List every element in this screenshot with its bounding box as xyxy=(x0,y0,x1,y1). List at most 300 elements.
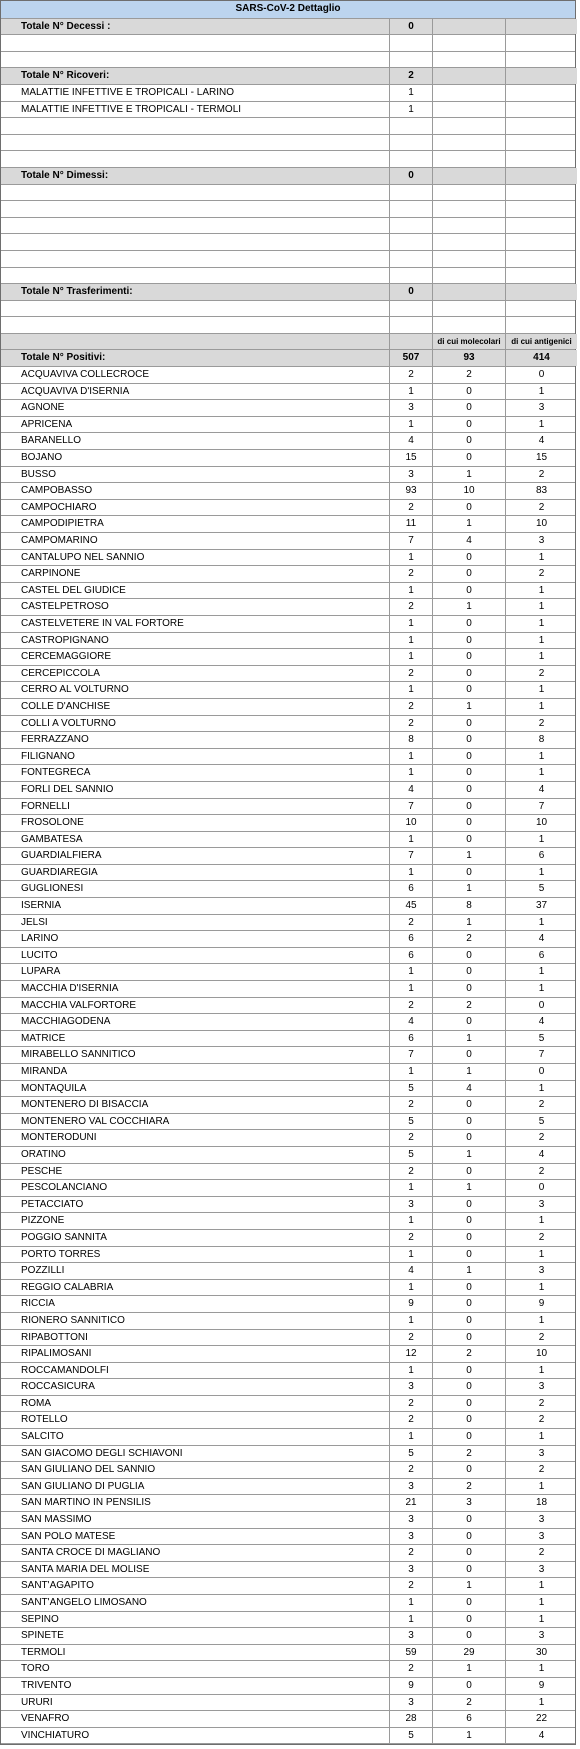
comune-molecolari: 0 xyxy=(433,1280,506,1296)
comune-antigenici: 0 xyxy=(538,1066,545,1077)
comune-name: SALCITO xyxy=(1,1429,390,1445)
comune-molecolari: 0 xyxy=(433,550,506,566)
comune-total: 3 xyxy=(390,400,433,416)
decessi-header-row xyxy=(1,19,575,36)
comune-name: TORO xyxy=(1,1661,390,1677)
comune-antigenici: 4 xyxy=(538,1729,545,1741)
comune-row xyxy=(1,1645,575,1662)
positivi-header-row xyxy=(1,350,575,367)
comune-molecolari: 0 xyxy=(433,1130,506,1146)
trasferimenti-label: Totale N° Trasferimenti: xyxy=(1,284,390,300)
comune-molecolari: 3 xyxy=(433,1495,506,1511)
comune-total: 3 xyxy=(390,1379,433,1395)
comune-antigenici: 1 xyxy=(538,983,545,995)
comune-molecolari: 0 xyxy=(433,1562,506,1578)
comune-antigenici: 3 xyxy=(538,1563,545,1575)
comune-molecolari: 0 xyxy=(433,1512,506,1528)
comune-row xyxy=(1,1396,575,1413)
empty-row xyxy=(1,268,575,285)
comune-total: 1 xyxy=(390,616,433,632)
comune-row xyxy=(1,1578,575,1595)
comune-name: GUARDIAREGIA xyxy=(1,865,390,881)
table-title: SARS-CoV-2 Dettaglio xyxy=(1,1,575,19)
comune-molecolari: 2 xyxy=(433,1695,506,1711)
comune-total: 2 xyxy=(390,1164,433,1180)
comune-row xyxy=(1,1180,575,1197)
empty-row xyxy=(1,151,575,168)
comune-row xyxy=(1,1562,575,1579)
comune-molecolari: 0 xyxy=(433,948,506,964)
comune-molecolari: 1 xyxy=(433,1031,506,1047)
comune-row xyxy=(1,815,575,832)
comune-molecolari: 0 xyxy=(433,1014,506,1030)
comune-total: 8 xyxy=(390,732,433,748)
comune-molecolari: 1 xyxy=(433,699,506,715)
comune-name: SANT'ANGELO LIMOSANO xyxy=(1,1595,390,1611)
comune-row xyxy=(1,1446,575,1463)
trasferimenti-total: 0 xyxy=(390,284,433,300)
comune-total: 3 xyxy=(390,1197,433,1213)
comune-row xyxy=(1,1130,575,1147)
comune-molecolari: 0 xyxy=(433,1678,506,1694)
comune-antigenici: 4 xyxy=(538,1148,545,1160)
comune-row xyxy=(1,1330,575,1347)
comune-name: CARPINONE xyxy=(1,566,390,582)
comune-name: BUSSO xyxy=(1,467,390,483)
comune-name: CAMPOCHIARO xyxy=(1,500,390,516)
comune-molecolari: 2 xyxy=(433,1446,506,1462)
comune-total: 1 xyxy=(390,832,433,848)
comune-name: GAMBATESA xyxy=(1,832,390,848)
comune-total: 2 xyxy=(390,1661,433,1677)
empty-row xyxy=(1,234,575,251)
comune-antigenici: 18 xyxy=(535,1497,548,1509)
comune-molecolari: 0 xyxy=(433,1296,506,1312)
comune-row xyxy=(1,682,575,699)
comune-molecolari: 0 xyxy=(433,1628,506,1644)
comune-antigenici: 2 xyxy=(538,1165,545,1177)
comune-antigenici: 10 xyxy=(535,1348,548,1360)
comune-total: 10 xyxy=(390,815,433,831)
comune-molecolari: 0 xyxy=(433,716,506,732)
empty-row xyxy=(1,185,575,202)
comune-antigenici: 2 xyxy=(538,1099,545,1111)
comune-molecolari: 0 xyxy=(433,666,506,682)
comune-row xyxy=(1,1064,575,1081)
comune-antigenici: 1 xyxy=(538,700,545,712)
comune-name: MATRICE xyxy=(1,1031,390,1047)
comune-antigenici: 2 xyxy=(538,667,545,679)
comune-molecolari: 0 xyxy=(433,832,506,848)
comune-molecolari: 0 xyxy=(433,1247,506,1263)
comune-molecolari: 1 xyxy=(433,467,506,483)
positivi-molecolari-total: 93 xyxy=(433,350,506,366)
comune-row xyxy=(1,1213,575,1230)
comune-molecolari: 0 xyxy=(433,981,506,997)
comune-antigenici: 1 xyxy=(538,1480,545,1492)
comune-total: 1 xyxy=(390,1213,433,1229)
comune-antigenici: 3 xyxy=(538,402,545,414)
comune-antigenici: 1 xyxy=(538,584,545,596)
comune-row xyxy=(1,915,575,932)
comune-name: CERRO AL VOLTURNO xyxy=(1,682,390,698)
comune-row xyxy=(1,533,575,550)
comune-antigenici: 7 xyxy=(538,1049,545,1061)
comune-antigenici: 1 xyxy=(538,966,545,978)
comune-antigenici: 2 xyxy=(538,1464,545,1476)
comune-name: ROTELLO xyxy=(1,1412,390,1428)
comune-total: 5 xyxy=(390,1114,433,1130)
comune-molecolari: 1 xyxy=(433,516,506,532)
comune-name: CANTALUPO NEL SANNIO xyxy=(1,550,390,566)
comune-name: ROCCASICURA xyxy=(1,1379,390,1395)
comune-molecolari: 0 xyxy=(433,1047,506,1063)
comune-total: 1 xyxy=(390,1595,433,1611)
dimessi-label: Totale N° Dimessi: xyxy=(1,168,390,184)
comune-total: 2 xyxy=(390,1230,433,1246)
comune-row xyxy=(1,384,575,401)
comune-row xyxy=(1,716,575,733)
comune-molecolari: 0 xyxy=(433,1462,506,1478)
comune-name: MONTENERO VAL COCCHIARA xyxy=(1,1114,390,1130)
comune-name: SAN POLO MATESE xyxy=(1,1529,390,1545)
ricovero-row xyxy=(1,85,575,102)
comune-antigenici: 5 xyxy=(538,883,545,895)
comune-row xyxy=(1,799,575,816)
comune-total: 5 xyxy=(390,1147,433,1163)
comune-total: 3 xyxy=(390,1529,433,1545)
comune-row xyxy=(1,1081,575,1098)
comune-molecolari: 1 xyxy=(433,881,506,897)
comune-molecolari: 0 xyxy=(433,1213,506,1229)
comune-row xyxy=(1,516,575,533)
comune-row xyxy=(1,550,575,567)
comune-name: FONTEGRECA xyxy=(1,765,390,781)
comune-antigenici: 30 xyxy=(535,1646,548,1658)
comune-antigenici: 2 xyxy=(538,1414,545,1426)
comune-molecolari: 1 xyxy=(433,848,506,864)
comune-total: 3 xyxy=(390,1562,433,1578)
comune-antigenici: 1 xyxy=(538,916,545,928)
comune-row xyxy=(1,467,575,484)
comune-total: 2 xyxy=(390,599,433,615)
comune-name: ACQUAVIVA D'ISERNIA xyxy=(1,384,390,400)
comune-total: 1 xyxy=(390,1363,433,1379)
comune-row xyxy=(1,666,575,683)
comune-antigenici: 10 xyxy=(535,518,548,530)
comune-total: 2 xyxy=(390,1097,433,1113)
comune-antigenici: 2 xyxy=(538,1397,545,1409)
comune-total: 15 xyxy=(390,450,433,466)
comune-row xyxy=(1,1545,575,1562)
comune-row xyxy=(1,1429,575,1446)
comune-molecolari: 0 xyxy=(433,1412,506,1428)
comune-row xyxy=(1,1711,575,1728)
comune-row xyxy=(1,566,575,583)
comune-total: 4 xyxy=(390,1014,433,1030)
comune-row xyxy=(1,749,575,766)
comune-antigenici: 1 xyxy=(538,1364,545,1376)
comune-molecolari: 0 xyxy=(433,1363,506,1379)
comune-row xyxy=(1,848,575,865)
comune-total: 2 xyxy=(390,915,433,931)
comune-row xyxy=(1,450,575,467)
comune-name: LUCITO xyxy=(1,948,390,964)
comune-molecolari: 1 xyxy=(433,1578,506,1594)
comune-name: PETACCIATO xyxy=(1,1197,390,1213)
comune-antigenici: 2 xyxy=(538,501,545,513)
comune-row xyxy=(1,998,575,1015)
comune-row xyxy=(1,699,575,716)
comune-antigenici: 1 xyxy=(538,1580,545,1592)
comune-antigenici: 4 xyxy=(538,435,545,447)
comune-total: 1 xyxy=(390,1280,433,1296)
comune-molecolari: 2 xyxy=(433,1346,506,1362)
comune-antigenici: 3 xyxy=(538,535,545,546)
comune-name: SAN MARTINO IN PENSILIS xyxy=(1,1495,390,1511)
comune-total: 1 xyxy=(390,865,433,881)
comune-name: PORTO TORRES xyxy=(1,1247,390,1263)
comune-total: 93 xyxy=(390,483,433,499)
comune-row xyxy=(1,1595,575,1612)
comune-total: 4 xyxy=(390,782,433,798)
comune-row xyxy=(1,981,575,998)
comune-antigenici: 3 xyxy=(538,1530,545,1542)
empty-row xyxy=(1,317,575,334)
comune-name: REGGIO CALABRIA xyxy=(1,1280,390,1296)
comune-row xyxy=(1,948,575,965)
comune-molecolari: 1 xyxy=(433,1728,506,1744)
comune-row xyxy=(1,1313,575,1330)
comune-row xyxy=(1,1247,575,1264)
comune-molecolari: 0 xyxy=(433,1379,506,1395)
comune-name: COLLI A VOLTURNO xyxy=(1,716,390,732)
comune-antigenici: 9 xyxy=(538,1679,545,1691)
comune-antigenici: 1 xyxy=(538,1215,545,1227)
comune-molecolari: 2 xyxy=(433,931,506,947)
comune-total: 2 xyxy=(390,500,433,516)
comune-antigenici: 2 xyxy=(538,1331,545,1343)
comune-molecolari: 1 xyxy=(433,1263,506,1279)
empty-row xyxy=(1,35,575,52)
comune-molecolari: 0 xyxy=(433,964,506,980)
comune-total: 1 xyxy=(390,682,433,698)
positivi-subheader-row xyxy=(1,334,575,351)
comune-molecolari: 0 xyxy=(433,1396,506,1412)
comune-total: 3 xyxy=(390,467,433,483)
comune-name: CASTELVETERE IN VAL FORTORE xyxy=(1,616,390,632)
decessi-total: 0 xyxy=(390,19,433,35)
comune-antigenici: 4 xyxy=(538,783,545,795)
col-antigenici-header: di cui antigenici xyxy=(506,334,577,350)
comune-name: SEPINO xyxy=(1,1612,390,1628)
comune-row xyxy=(1,898,575,915)
comune-name: CERCEPICCOLA xyxy=(1,666,390,682)
comune-name: ACQUAVIVA COLLECROCE xyxy=(1,367,390,383)
comune-antigenici: 1 xyxy=(538,1597,545,1608)
comune-row xyxy=(1,1512,575,1529)
comune-antigenici: 2 xyxy=(538,1231,545,1243)
comune-molecolari: 0 xyxy=(433,865,506,881)
empty-row xyxy=(1,251,575,268)
comune-total: 3 xyxy=(390,1479,433,1495)
comune-row xyxy=(1,1346,575,1363)
comune-name: CAMPOMARINO xyxy=(1,533,390,549)
comune-row xyxy=(1,1661,575,1678)
comune-antigenici: 4 xyxy=(538,933,545,945)
comune-row xyxy=(1,732,575,749)
comune-total: 1 xyxy=(390,649,433,665)
comune-molecolari: 0 xyxy=(433,1429,506,1445)
comune-antigenici: 3 xyxy=(538,1381,545,1393)
comune-row xyxy=(1,500,575,517)
dimessi-header-row xyxy=(1,168,575,185)
comune-name: COLLE D'ANCHISE xyxy=(1,699,390,715)
comune-total: 5 xyxy=(390,1446,433,1462)
comune-molecolari: 1 xyxy=(433,1661,506,1677)
comune-total: 1 xyxy=(390,749,433,765)
comune-name: RIONERO SANNITICO xyxy=(1,1313,390,1329)
comune-antigenici: 5 xyxy=(538,1115,545,1127)
comune-molecolari: 0 xyxy=(433,566,506,582)
comune-name: RIPALIMOSANI xyxy=(1,1346,390,1362)
comune-molecolari: 0 xyxy=(433,1197,506,1213)
comune-molecolari: 0 xyxy=(433,732,506,748)
comune-molecolari: 6 xyxy=(433,1711,506,1727)
comune-total: 1 xyxy=(390,981,433,997)
comune-total: 2 xyxy=(390,1412,433,1428)
comune-row xyxy=(1,1728,575,1745)
comune-total: 1 xyxy=(390,765,433,781)
comune-total: 2 xyxy=(390,1330,433,1346)
comune-total: 1 xyxy=(390,1064,433,1080)
comune-molecolari: 0 xyxy=(433,616,506,632)
comune-molecolari: 8 xyxy=(433,898,506,914)
comune-row xyxy=(1,931,575,948)
comune-molecolari: 1 xyxy=(433,1064,506,1080)
comune-total: 2 xyxy=(390,1396,433,1412)
comune-molecolari: 0 xyxy=(433,765,506,781)
comune-total: 6 xyxy=(390,948,433,964)
empty-row xyxy=(1,301,575,318)
ricovero-name: MALATTIE INFETTIVE E TROPICALI - LARINO xyxy=(1,85,390,101)
comune-molecolari: 1 xyxy=(433,599,506,615)
comune-total: 2 xyxy=(390,699,433,715)
ricoveri-label: Totale N° Ricoveri: xyxy=(1,68,390,84)
comune-total: 28 xyxy=(390,1711,433,1727)
ricoveri-total: 2 xyxy=(390,68,433,84)
comune-antigenici: 1 xyxy=(538,866,545,878)
comune-molecolari: 1 xyxy=(433,1147,506,1163)
comune-antigenici: 37 xyxy=(535,900,548,912)
comune-molecolari: 0 xyxy=(433,433,506,449)
comune-molecolari: 10 xyxy=(433,483,506,499)
comune-molecolari: 0 xyxy=(433,682,506,698)
comune-name: POGGIO SANNITA xyxy=(1,1230,390,1246)
comune-row xyxy=(1,832,575,849)
comune-antigenici: 2 xyxy=(538,468,545,480)
comune-total: 4 xyxy=(390,1263,433,1279)
comune-name: FORLI DEL SANNIO xyxy=(1,782,390,798)
comune-molecolari: 0 xyxy=(433,450,506,466)
comune-row xyxy=(1,1363,575,1380)
comune-antigenici: 0 xyxy=(538,1182,545,1194)
comune-name: GUGLIONESI xyxy=(1,881,390,897)
comune-molecolari: 0 xyxy=(433,417,506,433)
comune-name: VINCHIATURO xyxy=(1,1728,390,1744)
ricovero-value: 1 xyxy=(390,85,433,101)
comune-antigenici: 1 xyxy=(538,551,545,563)
ricovero-value: 1 xyxy=(390,102,433,118)
comune-total: 2 xyxy=(390,998,433,1014)
comune-row xyxy=(1,1114,575,1131)
comune-name: MIRANDA xyxy=(1,1064,390,1080)
comune-name: FILIGNANO xyxy=(1,749,390,765)
comune-row xyxy=(1,367,575,384)
comune-antigenici: 1 xyxy=(538,651,545,663)
comune-total: 3 xyxy=(390,1628,433,1644)
decessi-label: Totale N° Decessi : xyxy=(1,19,390,35)
comune-total: 21 xyxy=(390,1495,433,1511)
comune-molecolari: 4 xyxy=(433,1081,506,1097)
comune-antigenici: 15 xyxy=(535,452,548,464)
comune-molecolari: 2 xyxy=(433,998,506,1014)
comune-row xyxy=(1,1495,575,1512)
positivi-antigenici-total: 414 xyxy=(506,350,577,366)
comune-antigenici: 0 xyxy=(538,999,545,1011)
comune-name: JELSI xyxy=(1,915,390,931)
comune-total: 2 xyxy=(390,666,433,682)
comune-name: CERCEMAGGIORE xyxy=(1,649,390,665)
comune-antigenici: 1 xyxy=(538,684,545,696)
comune-name: TRIVENTO xyxy=(1,1678,390,1694)
comune-name: RICCIA xyxy=(1,1296,390,1312)
comune-name: TERMOLI xyxy=(1,1645,390,1661)
comune-row xyxy=(1,1612,575,1629)
comune-antigenici: 2 xyxy=(538,568,545,580)
comune-molecolari: 1 xyxy=(433,915,506,931)
comune-antigenici: 3 xyxy=(538,1198,545,1210)
comune-antigenici: 10 xyxy=(535,817,548,829)
comune-row xyxy=(1,964,575,981)
comune-molecolari: 0 xyxy=(433,1529,506,1545)
comune-antigenici: 1 xyxy=(538,833,545,845)
comune-name: CASTEL DEL GIUDICE xyxy=(1,583,390,599)
comune-name: SAN GIULIANO DI PUGLIA xyxy=(1,1479,390,1495)
comune-molecolari: 4 xyxy=(433,533,506,549)
comune-total: 1 xyxy=(390,550,433,566)
comune-antigenici: 4 xyxy=(538,1016,545,1028)
comune-name: AGNONE xyxy=(1,400,390,416)
comune-row xyxy=(1,1164,575,1181)
comune-antigenici: 22 xyxy=(535,1713,548,1725)
positivi-total: 507 xyxy=(390,350,433,366)
comune-name: LUPARA xyxy=(1,964,390,980)
comune-total: 5 xyxy=(390,1081,433,1097)
comune-antigenici: 1 xyxy=(538,1613,545,1625)
comune-name: MONTERODUNI xyxy=(1,1130,390,1146)
positivi-label: Totale N° Positivi: xyxy=(1,350,390,366)
comune-row xyxy=(1,483,575,500)
comune-total: 12 xyxy=(390,1346,433,1362)
empty-row xyxy=(1,135,575,152)
comune-molecolari: 0 xyxy=(433,649,506,665)
comune-molecolari: 0 xyxy=(433,1612,506,1628)
comune-total: 1 xyxy=(390,1247,433,1263)
comune-row xyxy=(1,1031,575,1048)
comune-name: SANT'AGAPITO xyxy=(1,1578,390,1594)
comune-molecolari: 0 xyxy=(433,1313,506,1329)
